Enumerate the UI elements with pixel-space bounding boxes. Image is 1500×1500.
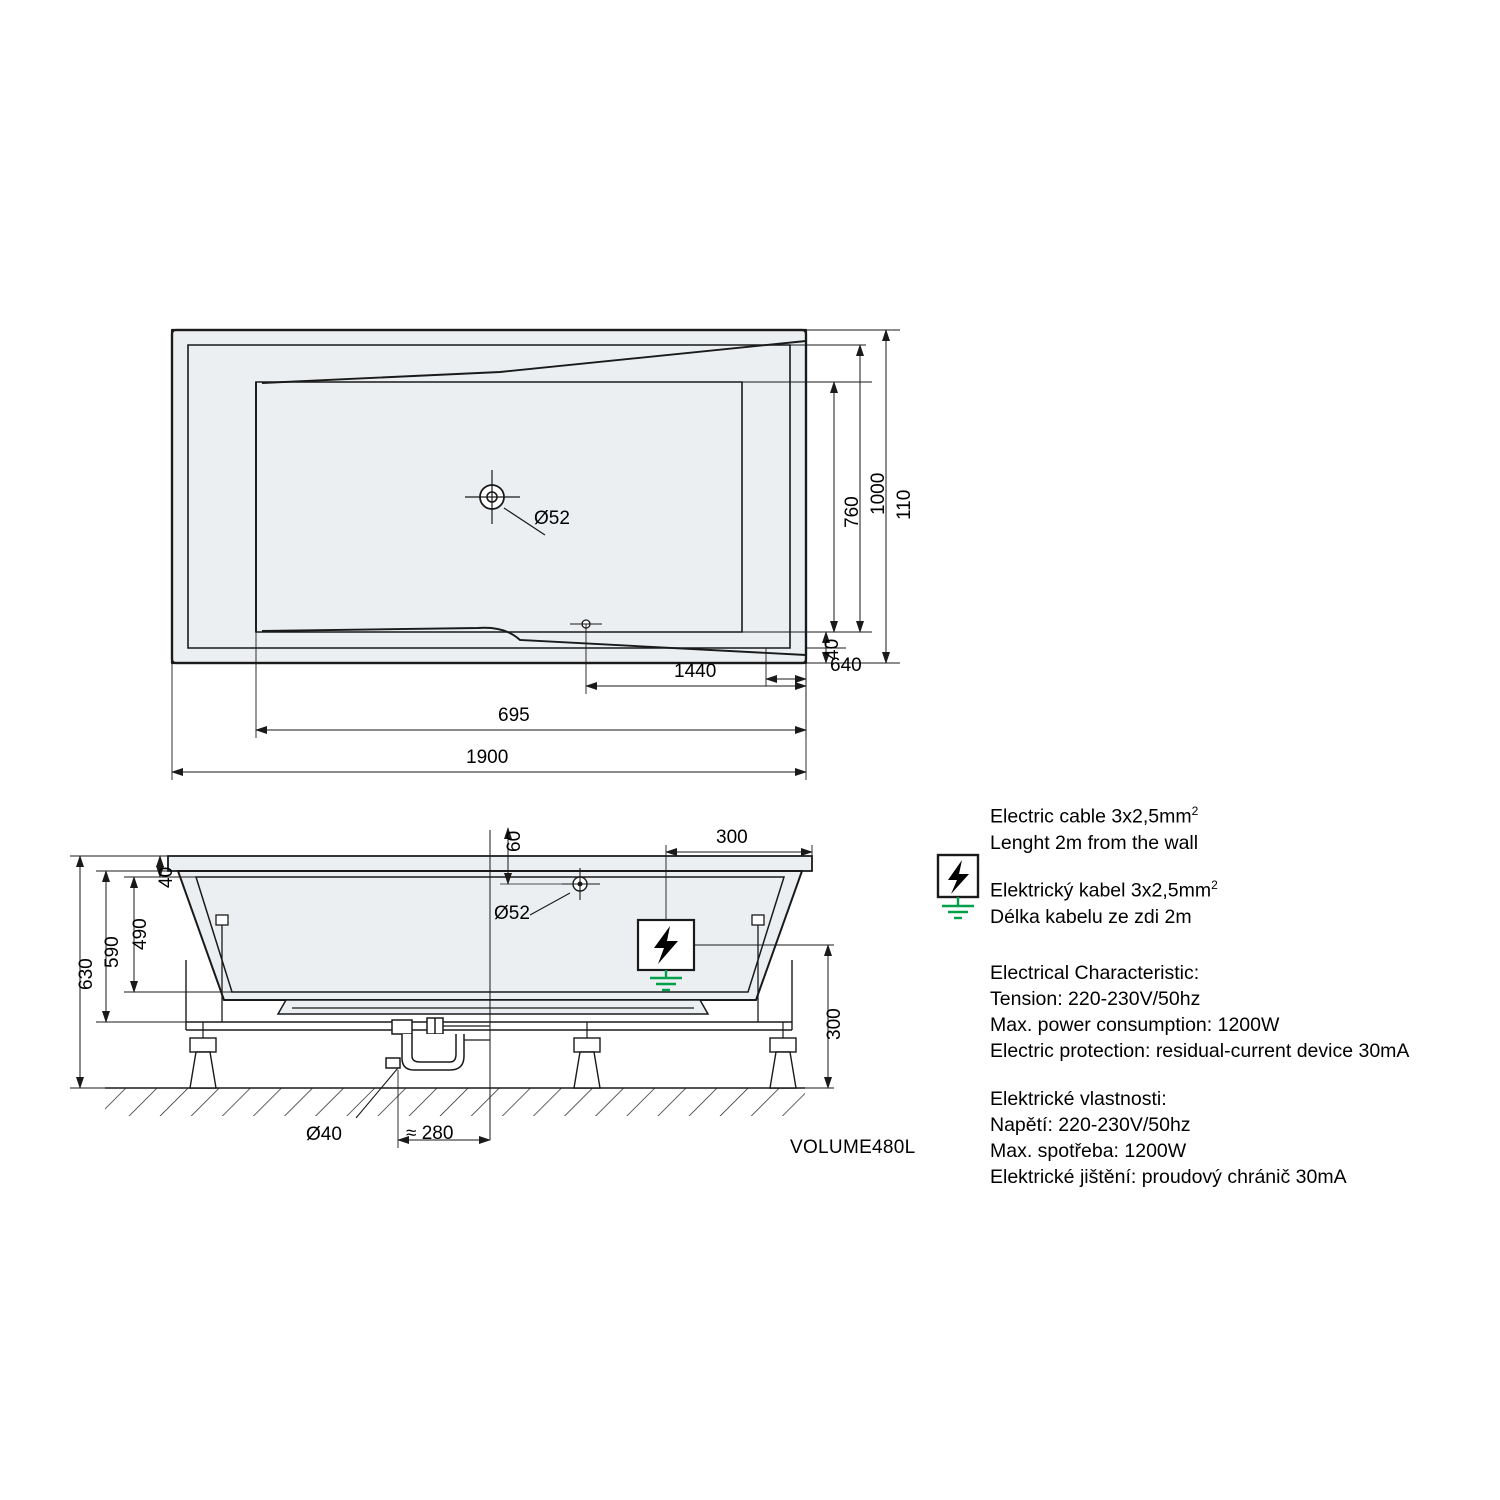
dim-width-overall: 1900: [466, 747, 509, 768]
dim-overflow-offset: 60: [504, 830, 525, 852]
legend-cable-en-sup: 2: [1191, 804, 1199, 818]
side-view-bathtub: [70, 828, 834, 1148]
specs-cz-title: Elektrické vlastnosti:: [990, 1088, 1167, 1110]
legend-cable-cz-line2: Délka kabelu ze zdi 2m: [990, 905, 1192, 928]
specs-en-title: Electrical Characteristic:: [990, 962, 1200, 984]
specs-en-line-3: Electric protection: residual-current device 30mA: [990, 1040, 1410, 1062]
dim-inner-length: 695: [498, 705, 530, 726]
dim-waste-diameter: Ø40: [306, 1124, 342, 1145]
dim-depth-overall: 110: [894, 489, 915, 520]
specs-cz-line-3: Elektrické jištění: proudový chránič 30mA: [990, 1166, 1347, 1188]
specs-en: [990, 960, 1409, 1064]
legend-electric-icon: [938, 855, 978, 918]
dim-rim-height: 590: [102, 936, 123, 968]
model-label: VOLUME480L: [790, 1137, 916, 1158]
dim-edge-offset: 640: [830, 655, 862, 676]
dim-electric-box-height: 300: [824, 1008, 845, 1040]
legend-cable-cz: [990, 872, 1218, 930]
dim-electric-box-offset: 300: [716, 827, 748, 848]
dim-inner-depth: 490: [130, 918, 151, 950]
dim-total-height: 630: [76, 958, 97, 990]
specs-en-line-2: Max. power consumption: 1200W: [990, 1014, 1280, 1036]
dim-rim-thickness: 40: [156, 866, 177, 888]
specs-cz-line-2: Max. spotřeba: 1200W: [990, 1140, 1187, 1162]
dim-inner-width: 1000: [868, 472, 889, 515]
dim-waste-depth: ≈ 280: [406, 1123, 454, 1144]
top-view-drain-callout: Ø52: [534, 508, 570, 529]
legend-cable-en: [990, 798, 1198, 856]
legend-cable-en-line2: Lenght 2m from the wall: [990, 831, 1199, 854]
specs-en-line-1: Tension: 220-230V/50hz: [990, 988, 1201, 1010]
dim-drain-offset-y: 760: [842, 496, 863, 528]
dim-rim-offset: 40: [822, 638, 843, 660]
specs-cz: [990, 1086, 1347, 1190]
legend-cable-cz-line1: Elektrický kabel 3x2,5mm: [990, 879, 1212, 902]
side-overflow-callout: Ø52: [494, 903, 530, 924]
specs-cz-line-1: Napětí: 220-230V/50hz: [990, 1114, 1191, 1136]
top-view-bathtub: [172, 330, 900, 780]
dim-drain-offset-x: 1440: [674, 661, 717, 682]
legend-cable-en-line1: Electric cable 3x2,5mm: [990, 805, 1192, 828]
legend-cable-cz-sup: 2: [1211, 878, 1218, 892]
